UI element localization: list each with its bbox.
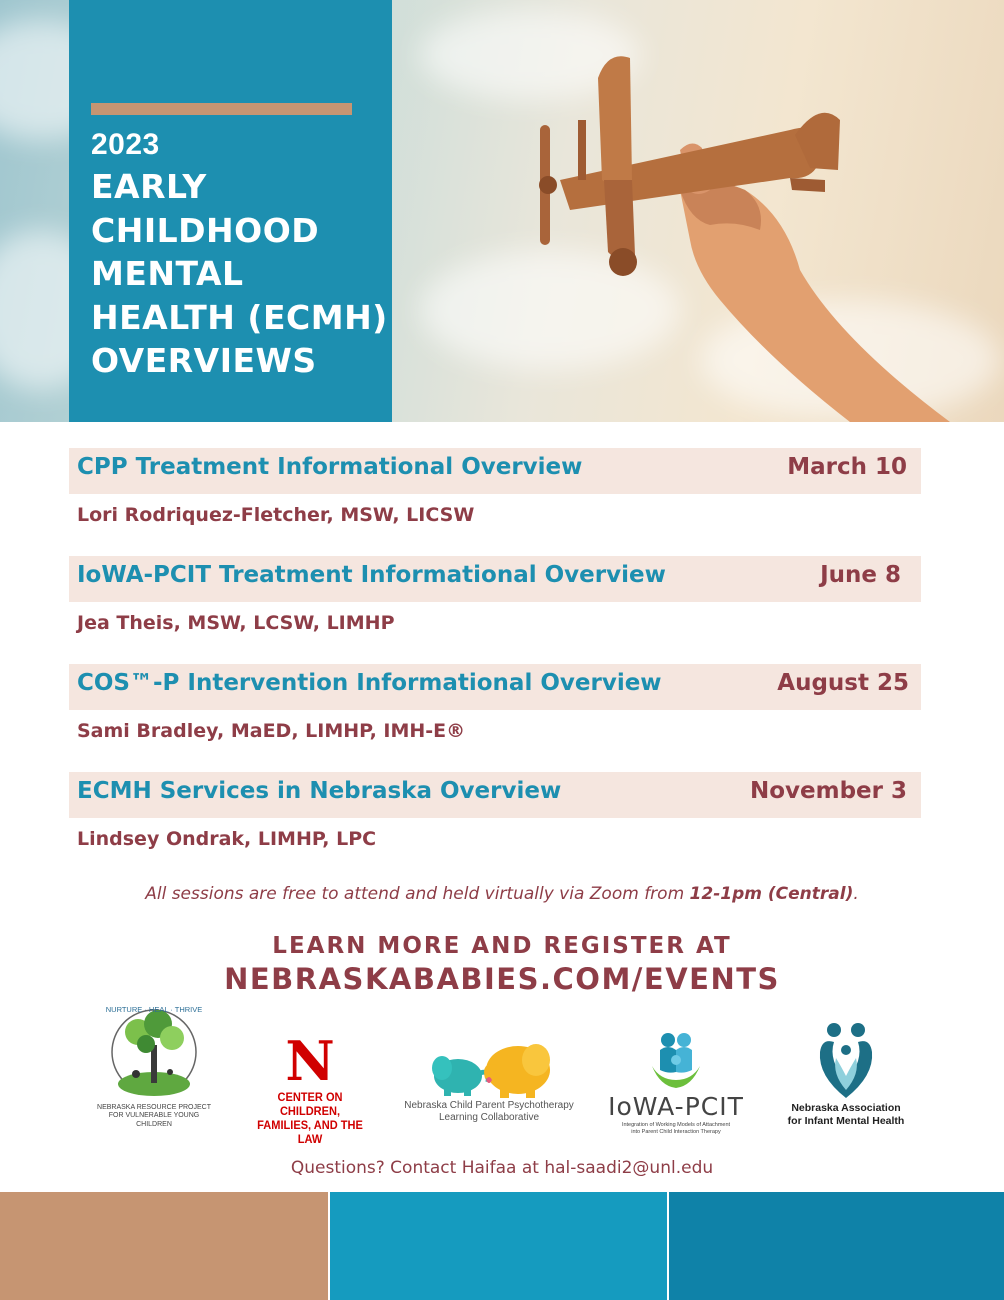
ncpp-logo: [398, 1038, 580, 1124]
footer-block-teal: [330, 1192, 667, 1300]
title-year: 2023: [91, 128, 160, 161]
footer-block-tan: [0, 1192, 328, 1300]
iowa-pcit-name: IoWA-PCIT: [608, 1092, 744, 1121]
iowa-pcit-tagline-line: Integration of Working Models of Attachment: [621, 1122, 731, 1128]
session-date: August 25: [777, 670, 909, 696]
title-accent-bar: [91, 103, 352, 115]
contact-line[interactable]: Questions? Contact Haifaa at hal-saadi2@unl.edu: [290, 1158, 714, 1178]
naimh-line: Nebraska Association: [791, 1102, 901, 1114]
tree-icon: [106, 1000, 202, 1104]
nurture-heal-thrive-logo: [92, 1000, 216, 1129]
toy-airplane-photo: [520, 40, 960, 422]
note-suffix: .: [853, 884, 859, 904]
title-line: EARLY: [91, 167, 207, 206]
session-title: IoWA-PCIT Treatment Informational Overview: [77, 562, 666, 588]
session-presenter: Lori Rodriquez-Fletcher, MSW, LICSW: [77, 504, 475, 526]
ccfl-logo: [248, 1029, 372, 1146]
ccfl-line: CENTER ON CHILDREN,: [277, 1090, 343, 1118]
elephants-icon: [418, 1038, 560, 1100]
family-hands-icon: [646, 1030, 706, 1092]
ncpp-line: Nebraska Child Parent Psychotherapy: [404, 1100, 574, 1111]
title-line: MENTAL: [91, 254, 244, 293]
session-bar: [69, 664, 921, 710]
session-title: COS™-P Intervention Informational Overview: [77, 670, 662, 696]
ncpp-caption: [398, 1100, 580, 1124]
session-bar: [69, 556, 921, 602]
hero-banner: [0, 0, 1004, 422]
iowa-pcit-logo: [600, 1030, 752, 1135]
ncpp-line: Learning Collaborative: [438, 1112, 540, 1123]
session-date: November 3: [749, 778, 907, 804]
nebraska-n-icon: N: [285, 1029, 335, 1093]
nurture-caption-line: FOR VULNERABLE YOUNG CHILDREN: [108, 1112, 200, 1128]
heart-figures-icon: [814, 1020, 878, 1102]
nurture-arc-text: NURTURE · HEAL · THRIVE: [106, 1005, 202, 1014]
title-line: OVERVIEWS: [91, 341, 317, 380]
ccfl-caption: [253, 1090, 367, 1146]
iowa-pcit-tagline: [600, 1122, 752, 1135]
naimh-line: for Infant Mental Health: [787, 1115, 905, 1127]
session-date: March 10: [787, 454, 907, 480]
session-presenter: Jea Theis, MSW, LCSW, LIMHP: [77, 612, 395, 634]
session-date: June 8: [820, 562, 901, 588]
footer-block-dark-teal: [669, 1192, 1004, 1300]
register-heading: LEARN MORE AND REGISTER AT: [272, 933, 732, 959]
nurture-caption-line: NEBRASKA RESOURCE PROJECT: [97, 1104, 211, 1111]
nurture-caption: [92, 1104, 216, 1129]
session-bar: [69, 448, 921, 494]
note-time: 12-1pm (Central): [689, 884, 854, 904]
iowa-pcit-tagline-line: into Parent Child Interaction Therapy: [631, 1128, 721, 1135]
naimh-logo: [780, 1020, 912, 1128]
note-text: All sessions are free to attend and held virtually via Zoom from: [145, 884, 690, 904]
page-title: [91, 165, 391, 383]
title-panel: [69, 0, 392, 422]
title-line: CHILDHOOD: [91, 210, 320, 250]
session-bar: [69, 772, 921, 818]
session-title: ECMH Services in Nebraska Overview: [77, 778, 562, 804]
title-line: HEALTH (ECMH): [91, 297, 388, 337]
naimh-caption: [780, 1102, 912, 1128]
session-presenter: Lindsey Ondrak, LIMHP, LPC: [77, 828, 377, 850]
sessions-note: [0, 884, 1004, 904]
ccfl-line: FAMILIES, AND THE LAW: [257, 1118, 363, 1146]
session-title: CPP Treatment Informational Overview: [77, 454, 583, 480]
session-presenter: Sami Bradley, MaED, LIMHP, IMH-E®: [77, 720, 466, 742]
register-url-link[interactable]: NEBRASKABABIES.COM/EVENTS: [224, 962, 780, 996]
